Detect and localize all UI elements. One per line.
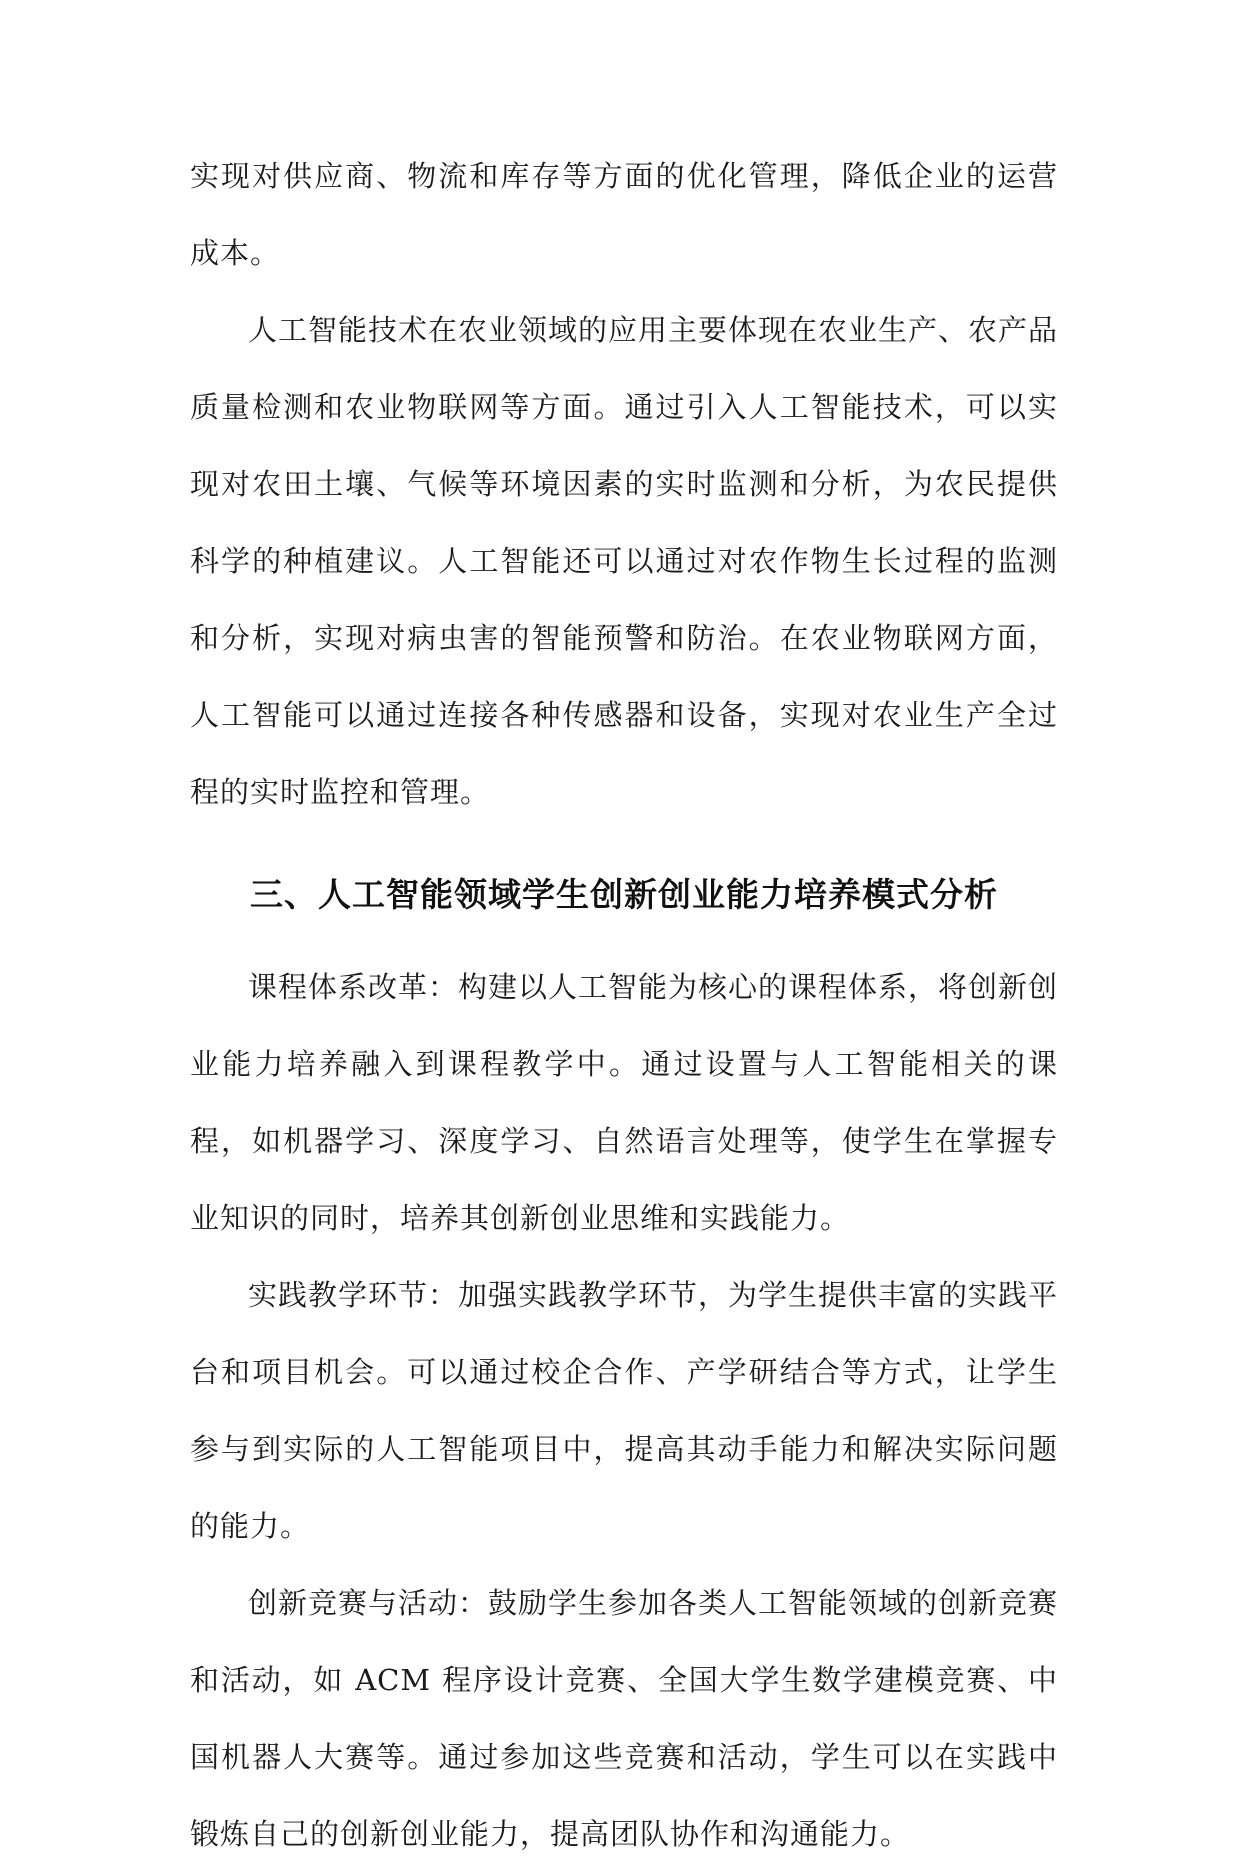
paragraph-agriculture-ai: 人工智能技术在农业领域的应用主要体现在农业生产、农产品质量检测和农业物联网等方面。通过引入人工智能技术，可以实现对农田土壤、气候等环境因素的实时监测和分析，为农民提供科学的种植建议。人工智能还可以通过对农作物生长过程的监测和分析，实现对病虫害的智能预警和防治。在农业物联网方面，人工智能可以通过连接各种传感器和设备，实现对农业生产全过程的实时监控和管理。 bbox=[190, 313, 1059, 809]
paragraph-curriculum-reform: 课程体系改革：构建以人工智能为核心的课程体系，将创新创业能力培养融入到课程教学中。通过设置与人工智能相关的课程，如机器学习、深度学习、自然语言处理等，使学生在掌握专业知识的同时，培养其创新创业思维和实践能力。 bbox=[190, 970, 1059, 1235]
document-body bbox=[190, 138, 1058, 1873]
paragraph-continuation: 实现对供应商、物流和库存等方面的优化管理，降低企业的运营成本。 bbox=[190, 159, 1058, 270]
section-heading: 三、人工智能领域学生创新创业能力培养模式分析 bbox=[250, 875, 998, 914]
paragraph-innovation-competitions: 创新竞赛与活动：鼓励学生参加各类人工智能领域的创新竞赛和活动，如 ACM 程序设计竞赛、全国大学生数学建模竞赛、中国机器人大赛等。通过参加这些竞赛和活动，学生可以在实践中锻炼自己的创新创业能力，提高团队协作和沟通能力。 bbox=[190, 1586, 1059, 1851]
paragraph-practice-teaching: 实践教学环节：加强实践教学环节，为学生提供丰富的实践平台和项目机会。可以通过校企合作、产学研结合等方式，让学生参与到实际的人工智能项目中，提高其动手能力和解决实际问题的能力。 bbox=[190, 1278, 1059, 1543]
